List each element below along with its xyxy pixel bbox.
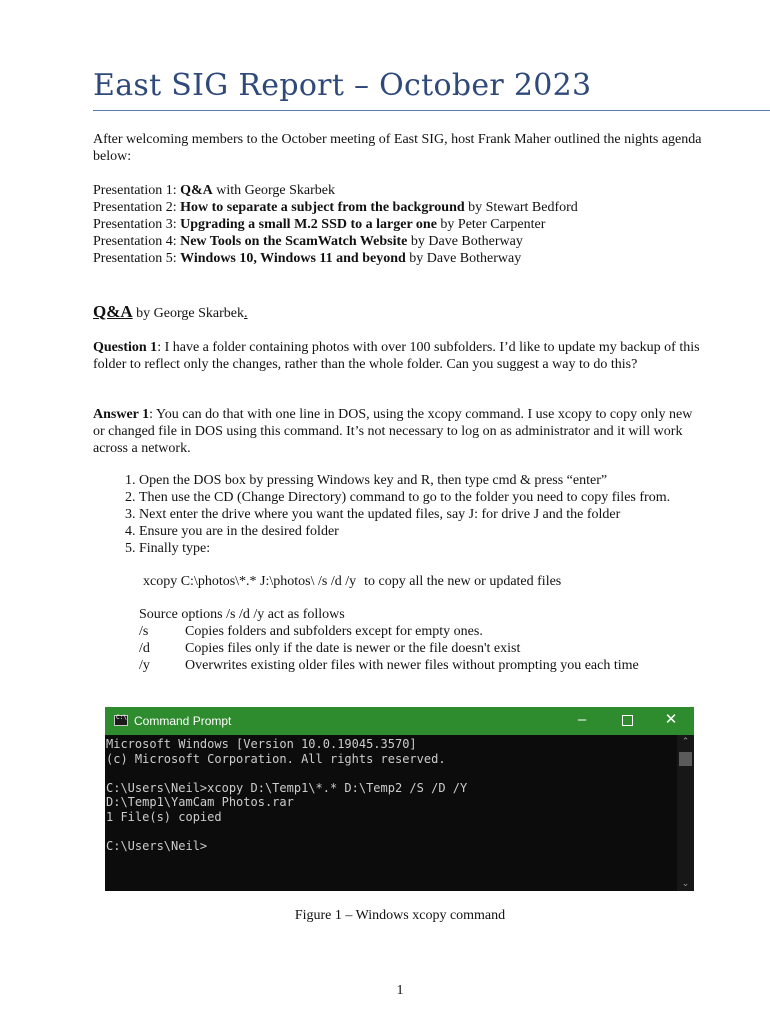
answer-paragraph: Answer 1: You can do that with one line in DOS, using the xcopy command. I use xcopy to copy only new or changed file in DOS using this command. It’s not necessary to log on as administrator and it will work across a network. <box>93 407 693 456</box>
presentation-item: Presentation 2: How to separate a subject from the background by Stewart Bedford <box>93 200 578 215</box>
scrollbar-thumb <box>679 752 692 766</box>
console-output <box>105 735 677 891</box>
console-line <box>106 825 677 840</box>
title-divider <box>93 110 770 111</box>
presentation-item: Presentation 3: Upgrading a small M.2 SSD to a larger one by Peter Carpenter <box>93 217 546 232</box>
options-intro: Source options /s /d /y act as follows <box>139 607 345 622</box>
page-title: East SIG Report – October 2023 <box>93 68 592 103</box>
option-row: /d Copies files only if the date is newer or the file doesn't exist <box>139 641 521 656</box>
list-item: 4. Ensure you are in the desired folder <box>139 523 759 540</box>
presentation-item: Presentation 5: Windows 10, Windows 11 and beyond by Dave Botherway <box>93 251 522 266</box>
scrollbar <box>677 735 694 891</box>
list-item: 3. Next enter the drive where you want the updated files, say J: for drive J and the folder <box>139 506 759 523</box>
console-line: Microsoft Windows [Version 10.0.19045.3570] <box>106 737 417 751</box>
presentation-item: Presentation 4: New Tools on the ScamWatch Website by Dave Botherway <box>93 234 523 249</box>
window-title: Command Prompt <box>134 714 232 728</box>
section-heading: Q&A by George Skarbek. <box>93 302 248 321</box>
console-line <box>106 766 677 781</box>
option-row: /y Overwrites existing older files with newer files without prompting you each time <box>139 658 639 673</box>
presentation-item: Presentation 1: Q&A with George Skarbek <box>93 183 335 198</box>
option-row: /s Copies folders and subfolders except for empty ones. <box>139 624 483 639</box>
question-paragraph: Question 1: I have a folder containing photos with over 100 subfolders. I’d like to update my backup of this folder to reflect only the changes, rather than the whole folder. Can you suggest a way to do this? <box>93 340 700 372</box>
steps-list <box>93 472 759 557</box>
list-item: 1. Open the DOS box by pressing Windows key and R, then type cmd & press “enter” <box>139 472 759 489</box>
chevron-down-icon: ⌄ <box>681 879 690 889</box>
maximize-icon <box>612 711 642 731</box>
command-prompt-screenshot <box>105 707 694 891</box>
console-line: C:\Users\Neil>xcopy D:\Temp1\*.* D:\Temp2 /S /D /Y <box>106 780 468 795</box>
console-line: 1 File(s) copied <box>106 809 222 824</box>
minimize-icon: – <box>577 711 587 728</box>
list-item: 5. Finally type: <box>139 540 759 557</box>
command-example: xcopy C:\photos\*.* J:\photos\ /s /d /y to copy all the new or updated files <box>143 574 562 589</box>
figure-caption: Figure 1 – Windows xcopy command <box>294 908 506 923</box>
intro-paragraph: After welcoming members to the October meeting of East SIG, host Frank Maher outlined the nights agenda below: <box>93 132 702 164</box>
list-item: 2. Then use the CD (Change Directory) command to go to the folder you need to copy files from. <box>139 489 759 506</box>
page-number: 1 <box>396 983 404 998</box>
console-icon <box>114 715 128 726</box>
console-line: D:\Temp1\YamCam Photos.rar <box>106 795 294 810</box>
window-titlebar <box>105 707 694 735</box>
console-line: (c) Microsoft Corporation. All rights reserved. <box>106 751 446 766</box>
close-icon: ✕ <box>664 711 678 728</box>
console-line: C:\Users\Neil> <box>106 839 208 854</box>
chevron-up-icon: ⌃ <box>681 737 690 747</box>
